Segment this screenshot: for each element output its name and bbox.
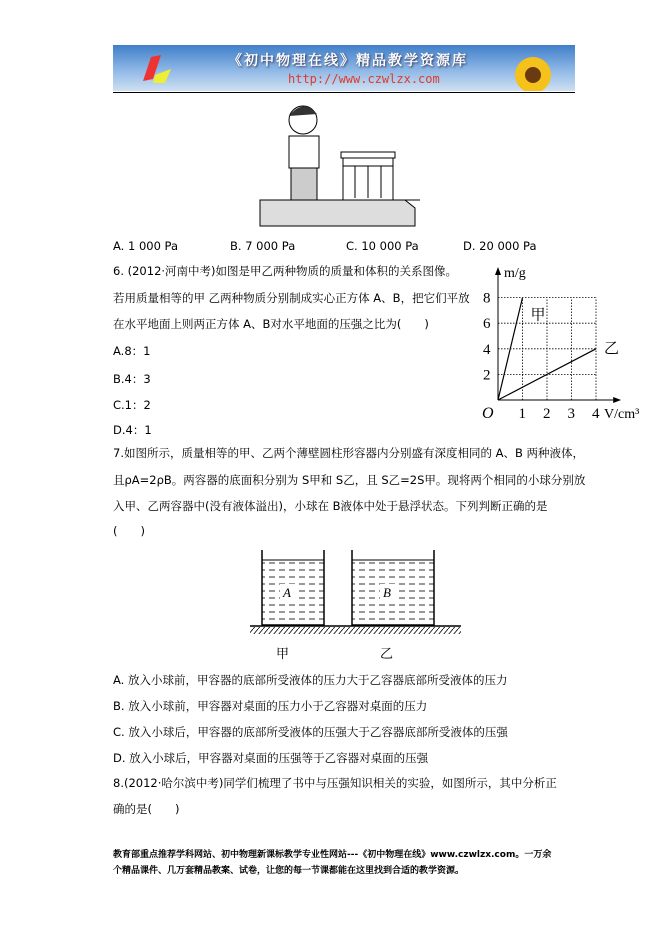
q7-option-c: C. 放入小球后，甲容器的底部所受液体的压强大于乙容器底部所受液体的压强 [113, 725, 508, 739]
series-line-1 [498, 349, 596, 400]
liquid-b-label: B [383, 585, 391, 600]
x-axis-arrow-icon [613, 397, 621, 403]
x-tick-label: 1 [518, 406, 526, 422]
container-label-yi: 乙 [380, 647, 394, 662]
boy-on-soft-ground-figure [255, 98, 425, 230]
header-banner [113, 45, 575, 91]
x-tick-label: 3 [567, 406, 575, 422]
y-tick-label: 8 [483, 290, 491, 307]
q6-option-b: B.4：3 [113, 372, 151, 386]
q8-line: 8.(2012·哈尔滨中考)同学们梳理了书中与压强知识相关的实验，如图所示，其中分析正 [113, 776, 557, 790]
q5-option-d: D. 20 000 Pa [463, 239, 537, 253]
series-label-1: 乙 [604, 338, 620, 357]
q7-option-d: D. 放入小球后，甲容器对桌面的压强等于乙容器对桌面的压强 [113, 751, 429, 765]
q7-option-a: A. 放入小球前，甲容器的底部所受液体的压力大于乙容器底部所受液体的压力 [113, 673, 508, 687]
q7-line: 入甲、乙两容器中(没有液体溢出)，小球在 B液体中处于悬浮状态。下列判断正确的是 [113, 499, 548, 513]
y-axis-label: m/g [504, 266, 526, 281]
q8-line: 确的是( ) [113, 802, 180, 816]
x-tick-label: 4 [592, 406, 600, 422]
q6-option-a: A.8：1 [113, 344, 151, 358]
liquid-a-label: A [283, 585, 291, 600]
q5-option-c: C. 10 000 Pa [346, 239, 419, 253]
q6-option-c: C.1：2 [113, 398, 151, 412]
y-axis-arrow-icon [495, 267, 501, 275]
y-tick-label: 2 [483, 367, 491, 384]
y-tick-label: 6 [483, 316, 491, 333]
banner-title: 《初中物理在线》精品教学资源库 [228, 53, 468, 69]
q5-option-b: B. 7 000 Pa [230, 239, 296, 253]
series-label-0: 甲 [530, 305, 546, 324]
y-tick-label: 4 [483, 341, 491, 358]
x-tick-label: 2 [543, 406, 551, 422]
footer-line: 个精品课件、几万套精品教案、试卷，让您的每一节课都能在这里找到合适的教学资源。 [113, 866, 465, 876]
container-label-jia: 甲 [276, 647, 290, 662]
q7-line: 7.如图所示，质量相等的甲、乙两个薄壁圆柱形容器内分别盛有深度相同的 A、B 两种液体， [113, 446, 585, 460]
origin-label: O [482, 405, 494, 422]
q7-line: 且ρA=2ρB。两容器的底面积分别为 S甲和 S乙，且 S乙=2S甲。现将两个相同的小球分别放 [113, 473, 586, 487]
q6-line: 在水平地面上则两正方体 A、B对水平地面的压强之比为( ) [113, 317, 429, 331]
footer-line: 教育部重点推荐学科网站、初中物理新课标教学专业性网站---《初中物理在线》www.czwlzx.com。一万余 [113, 850, 552, 860]
q5-option-a: A. 1 000 Pa [113, 239, 179, 253]
banner-url: http://www.czwlzx.com [288, 72, 440, 86]
x-axis-label: V/cm³ [604, 407, 640, 422]
mass-volume-chart [478, 262, 661, 422]
q6-line: 若用质量相等的甲 乙两种物质分别制成实心正方体 A、B，把它们平放 [113, 291, 470, 305]
q6-option-d: D.4：1 [113, 423, 152, 437]
q6-line: 6. (2012·河南中考)如图是甲乙两种物质的质量和体积的关系图像。 [113, 264, 458, 278]
q7-option-b: B. 放入小球前，甲容器对桌面的压力小于乙容器对桌面的压力 [113, 699, 428, 713]
header-divider [113, 92, 575, 93]
q7-line: ( ) [113, 524, 145, 538]
containers-figure [248, 545, 463, 640]
